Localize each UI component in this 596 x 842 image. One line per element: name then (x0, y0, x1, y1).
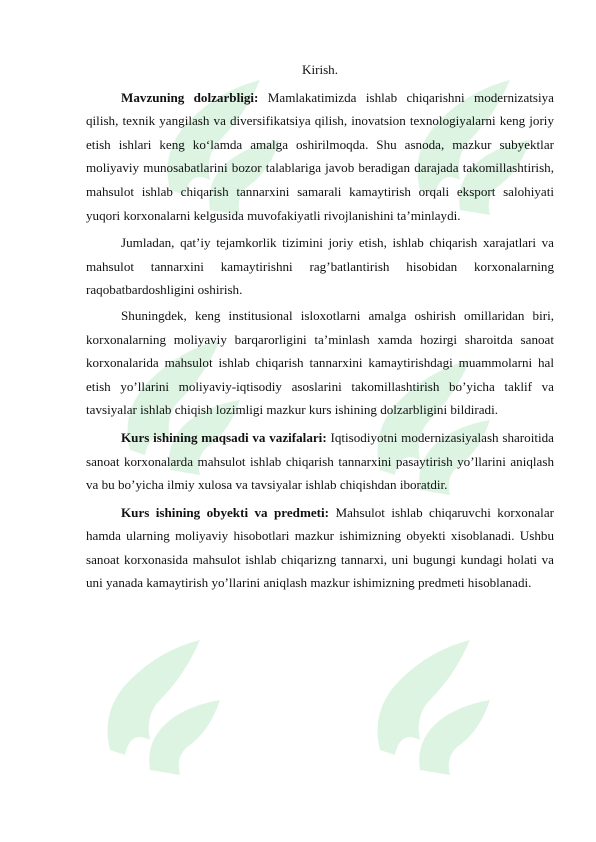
paragraph-lead: Kurs ishining obyekti va predmeti: (121, 504, 330, 520)
paragraph-object (86, 501, 554, 595)
paragraph-lead: Mavzuning dolzarbligi: (121, 89, 259, 105)
paragraph-goals (86, 426, 554, 497)
document-title: Kirish. (301, 62, 338, 77)
paragraph-text: Jumladan, qat’iy tejamkorlik tizimini joriy etish, ishlab chiqarish xarajatlari va mahsulot tannarxini kamaytirishni rag’batlantirish hisobidan korxonalarning raqobatbardoshligini oshirish. (86, 235, 554, 298)
paragraph-lead: Kurs ishining maqsadi va vazifalari: (121, 429, 327, 445)
watermark-logo-icon (360, 620, 510, 790)
paragraph-text: Shuningdek, keng institusional isloxotlarni amalga oshirish omillaridan biri, korxonalarning moliyaviy barqarorligini ta’minlash xamda hozirgi sharoitda sanoat korxonalarida mahsulot ishlab chiqarish tannarxini kamaytirishdagi muammolarni hal etish yo’llarini moliyaviy-iqtisodiy asoslarini takomillashtirish bo’yicha taklif va tavsiyalar ishlab chiqish lozimligi mazkur kurs ishining dolzarbligini bildiradi. (86, 307, 554, 418)
paragraph-text: Iqtisodiyotni modernizasiyalash sharoitida sanoat korxonalarda mahsulot ishlab chiqarish tannarxini pasaytirish yo’llarini aniqlash va bu bo’yicha ilmiy xulosa va tavsiyalar ishlab chiqishdan iboratdir. (86, 429, 554, 493)
paragraph-text: Mahsulot ishlab chiqaruvchi korxonalar hamda ularning moliyaviy hisobotlari mazkur ishimizning obyekti xisoblanadi. Ushbu sanoat korxonasida mahsulot ishlab chiqarizng tannarxi, uni bugungi kundagi holati va uni yanada kamaytirish yo’llarini aniqlash mazkur ishimizning predmeti hisoblanadi. (86, 504, 554, 591)
paragraph-text: Mamlakatimizda ishlab chiqarishni modernizatsiya qilish, texnik yangilash va diversifikatsiya qilish, inovatsion texnologiyalarni keng joriy etish ishlari keng ko‘lamda amalga oshirilmoqda. Shu asnoda, mazkur subyektlar moliyaviy munosabatlarini bozor talablariga javob beradigan darajada takomillashtirish, mahsulot ishlab chiqarish tannarxini samarali kamaytirish orqali eksport salohiyati yuqori korxonalarni kelgusida muvofakiyatli rivojlanishini ta’minlaydi. (86, 89, 554, 223)
paragraph-relevance (86, 86, 554, 228)
watermark-logo-icon (90, 620, 240, 790)
document-body (86, 58, 554, 597)
